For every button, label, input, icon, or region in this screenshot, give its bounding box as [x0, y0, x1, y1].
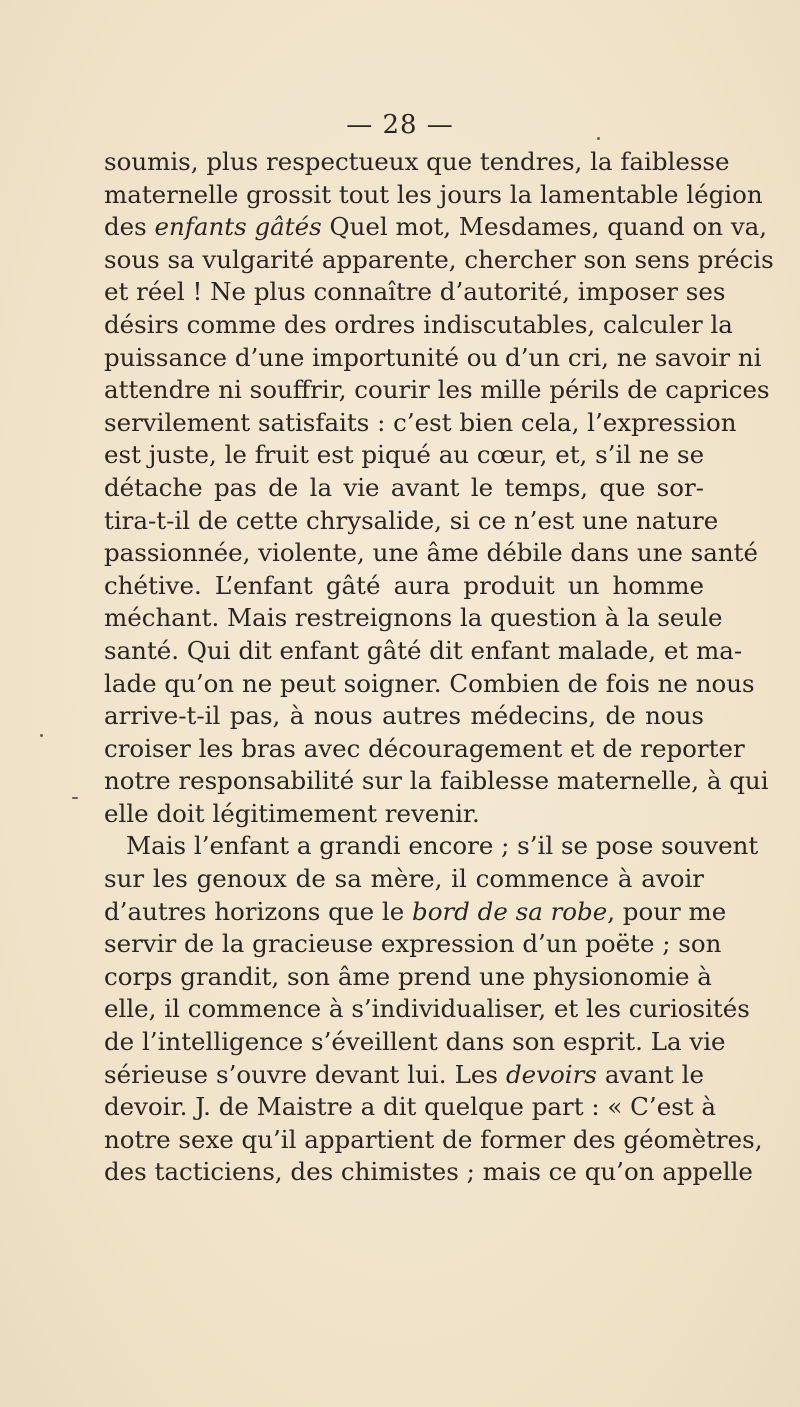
text-line — [104, 928, 722, 961]
text-run: chétive. L’enfant gâté aura produit un homme — [104, 570, 704, 600]
ink-speck — [597, 137, 600, 140]
text-run: servilement satisfaits : c’est bien cela, l’expression — [104, 407, 737, 437]
text-line — [104, 211, 768, 244]
text-run: de l’intelligence s’éveillent dans son esprit. La vie — [104, 1027, 726, 1057]
text-line — [104, 407, 737, 440]
text-line — [104, 309, 733, 342]
text-run: détache pas de la vie avant le temps, que sor- — [104, 472, 704, 502]
text-run: notre sexe qu’il appartient de former des géomètres, — [104, 1124, 763, 1154]
text-run: des tacticiens, des chimistes ; mais ce qu’on appelle — [104, 1157, 753, 1187]
text-run: soumis, plus respectueux que tendres, la faiblesse — [104, 147, 730, 176]
text-run: passionnée, violente, une âme débile dans une santé — [104, 538, 758, 568]
text-run: Mais l’enfant a grandi encore ; s’il se pose souvent — [126, 831, 759, 861]
text-line — [104, 179, 763, 212]
text-run: des — [104, 212, 155, 242]
text-run: sérieuse s’ouvre devant lui. Les — [104, 1059, 506, 1089]
text-run: maternelle grossit tout les jours la lamentable légion — [104, 179, 763, 209]
ink-speck — [40, 734, 43, 737]
page-number: — 28 — — [346, 110, 454, 140]
text-run: et réel ! Ne plus connaître d’autorité, imposer ses — [104, 277, 726, 307]
text-line — [104, 798, 704, 831]
text-run: méchant. Mais restreignons la question à la seule — [104, 603, 723, 633]
text-line — [104, 1026, 726, 1059]
text-line — [104, 896, 727, 929]
text-run: croiser les bras avec découragement et de reporter — [104, 733, 745, 763]
italic-phrase: devoirs — [505, 1059, 597, 1089]
text-line — [104, 668, 755, 701]
text-run: servir de la gracieuse expression d’un poëte ; son — [104, 929, 722, 959]
body-text — [104, 146, 774, 1189]
text-run: désirs comme des ordres indiscutables, calculer la — [104, 309, 733, 339]
text-run: est juste, le fruit est piqué au cœur, et, s’il ne se — [104, 440, 705, 470]
text-run: attendre ni souffrir, courir les mille périls de caprices — [104, 375, 770, 405]
text-line — [104, 993, 750, 1026]
text-line — [104, 472, 704, 505]
text-line — [104, 146, 730, 179]
text-run: sous sa vulgarité apparente, chercher son sens précis — [104, 244, 774, 274]
text-run: arrive-t-il pas, à nous autres médecins, de nous — [104, 701, 704, 731]
text-line — [104, 342, 762, 375]
text-run: devoir. J. de Maistre a dit quelque part : « C’est à — [104, 1092, 717, 1122]
text-line — [104, 505, 719, 538]
italic-phrase: bord de sa robe — [412, 896, 608, 926]
text-line — [104, 374, 770, 407]
text-line — [104, 961, 712, 994]
text-line — [104, 700, 704, 733]
text-run: puissance d’une importunité ou d’un cri, ne savoir ni — [104, 342, 762, 372]
text-run: elle, il commence à s’individualiser, et les curiosités — [104, 994, 750, 1024]
text-run: notre responsabilité sur la faiblesse maternelle, à qui — [104, 766, 769, 796]
text-line — [104, 439, 704, 472]
text-line — [104, 602, 723, 635]
text-run: lade qu’on ne peut soigner. Combien de fois ne nous — [104, 668, 755, 698]
text-run: , pour me — [607, 896, 727, 926]
text-line — [104, 733, 745, 766]
text-line — [104, 537, 758, 570]
text-line — [104, 244, 774, 277]
text-run: d’autres horizons que le — [104, 896, 413, 926]
text-line — [104, 1091, 717, 1124]
text-line — [104, 765, 769, 798]
text-run: Quel mot, Mesdames, quand on va, — [321, 212, 768, 242]
text-line — [104, 276, 726, 309]
text-run: santé. Qui dit enfant gâté dit enfant malade, et ma- — [104, 635, 743, 665]
text-run: elle doit légitimement revenir. — [104, 798, 480, 828]
text-line — [104, 570, 704, 603]
text-line — [104, 863, 704, 896]
italic-phrase: enfants gâtés — [154, 212, 322, 242]
text-run: tira-t-il de cette chrysalide, si ce n’est une nature — [104, 505, 719, 535]
text-run: avant le — [596, 1059, 704, 1089]
ink-speck — [72, 797, 78, 799]
text-line — [104, 1059, 704, 1092]
text-run: sur les genoux de sa mère, il commence à avoir — [104, 864, 704, 894]
text-line — [104, 635, 743, 668]
text-line — [104, 830, 759, 863]
text-line — [104, 1156, 753, 1189]
text-line — [104, 1124, 763, 1157]
text-run: corps grandit, son âme prend une physionomie à — [104, 961, 712, 991]
